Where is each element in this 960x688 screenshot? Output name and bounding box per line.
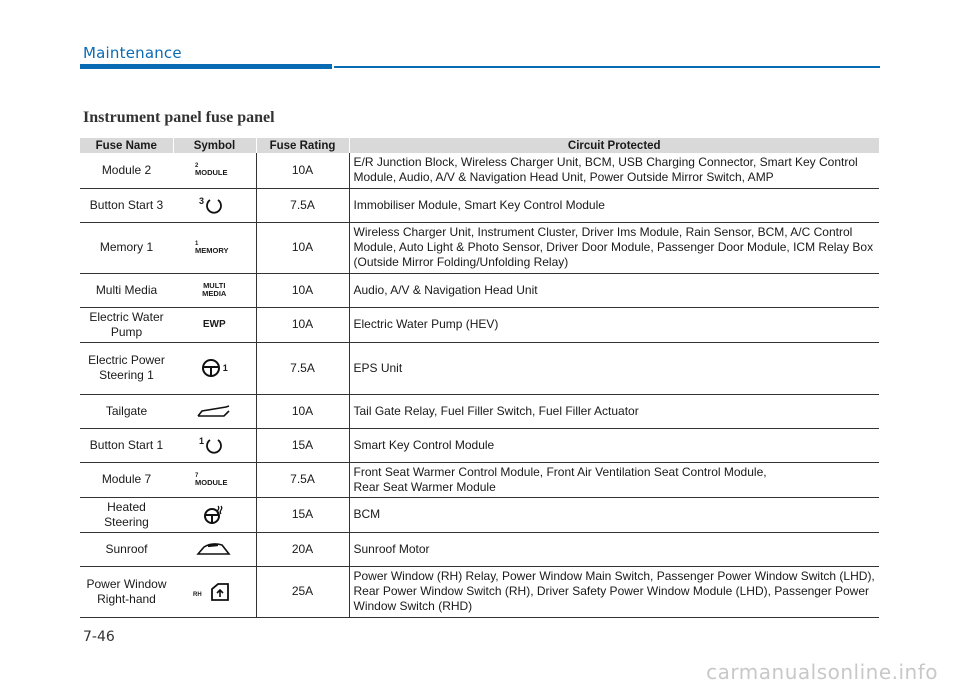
table-row [80,273,879,307]
steering-wheel-icon [201,358,221,378]
symbol-line-1: MULTI [203,281,226,290]
circuit-protected: BCM [349,497,879,532]
fuse-name: Tailgate [80,394,173,428]
fuse-symbol [173,497,256,532]
fuse-symbol [173,273,256,307]
header-rule-thin [334,66,880,68]
header-rule-thick [80,64,332,69]
fuse-name-line-2: Steering [104,514,149,529]
fuse-name-line-2: Steering 1 [99,368,154,382]
power-button-icon [205,196,223,214]
tailgate-icon [196,403,232,419]
circuit-protected: Immobiliser Module, Smart Key Control Module [349,188,879,222]
fuse-rating: 20A [256,532,349,566]
symbol-number: 2 [195,163,199,170]
fuse-name [80,497,173,532]
fuse-symbol [173,153,256,188]
fuse-symbol [173,188,256,222]
symbol-line-2: MEDIA [202,289,227,298]
fuse-name-line-1: Heated [107,499,146,514]
circuit-protected: Smart Key Control Module [349,428,879,462]
module-symbol-icon: MODULE [195,168,228,178]
fuse-name-line-1: Electric Water [89,309,164,324]
circuit-protected: Tail Gate Relay, Fuel Filler Switch, Fuel Filler Actuator [349,394,879,428]
fuse-symbol [173,428,256,462]
table-row [80,428,879,462]
circuit-protected: Power Window (RH) Relay, Power Window Main Switch, Passenger Power Window Switch (LHD), Rear Power Window Switch (RH), Driver Safety Power Window Module (LHD), Passenger Power Window Switch (RHD) [349,566,879,617]
fuse-rating: 25A [256,566,349,617]
circuit-protected: EPS Unit [349,342,879,394]
fuse-symbol [173,462,256,497]
table-row [80,532,879,566]
fuse-rating: 15A [256,497,349,532]
symbol-number: 7 [195,472,199,479]
fuse-rating: 10A [256,222,349,273]
symbol-rh-label: RH [193,591,202,598]
circuit-protected: Audio, A/V & Navigation Head Unit [349,273,879,307]
power-button-icon [205,436,223,454]
fuse-rating: 7.5A [256,462,349,497]
circuit-line-2: Rear Seat Warmer Module [353,479,496,494]
fuse-name: Module 2 [80,153,173,188]
fuse-rating: 7.5A [256,188,349,222]
fuse-name [80,342,173,394]
table-row [80,462,879,497]
multimedia-symbol-icon [202,282,226,298]
table-row [80,222,879,273]
circuit-protected: Electric Water Pump (HEV) [349,307,879,342]
fuse-symbol [173,222,256,273]
fuse-name-line-1: Electric Power [88,353,165,367]
symbol-number: 1 [222,362,228,373]
fuse-rating: 10A [256,307,349,342]
symbol-number: 1 [195,240,199,247]
circuit-protected [349,462,879,497]
fuse-name-line-2: Right-hand [97,591,156,606]
circuit-protected: Sunroof Motor [349,532,879,566]
fuse-table [80,138,879,618]
power-window-icon [210,582,230,602]
fuse-symbol [173,307,256,342]
sunroof-icon [196,540,232,558]
watermark-text: carmanualsonline.info [706,660,938,684]
symbol-number: 1 [199,436,205,446]
fuse-name-line-2: Pump [110,324,143,339]
circuit-protected: E/R Junction Block, Wireless Charger Unit, BCM, USB Charging Connector, Smart Key Control Module, Audio, A/V & Navigation Head Unit, Power Outside Mirror Switch, AMP [349,153,879,188]
fuse-rating: 15A [256,428,349,462]
fuse-name: Memory 1 [80,222,173,273]
fuse-name-line-1: Power Window [86,576,167,591]
page-title: Instrument panel fuse panel [83,109,275,126]
table-row [80,566,879,617]
memory-symbol-icon: MEMORY [195,245,229,255]
fuse-symbol [173,342,256,394]
fuse-name: Button Start 3 [80,188,173,222]
circuit-protected: Wireless Charger Unit, Instrument Cluster, Driver Ims Module, Rain Sensor, BCM, A/C Control Module, Auto Light & Photo Sensor, Driver Door Module, Passenger Door Module, ICM Relay Box (Outside Mirror Folding/Unfolding Relay) [349,222,879,273]
module-symbol-icon: MODULE [195,477,228,487]
table-row [80,394,879,428]
column-header-circuit-protected: Circuit Protected [349,138,879,153]
fuse-rating: 10A [256,273,349,307]
fuse-rating: 7.5A [256,342,349,394]
column-header-symbol: Symbol [173,138,256,153]
fuse-name: Multi Media [80,273,173,307]
fuse-symbol [173,394,256,428]
table-row [80,188,879,222]
ewp-symbol-icon: EWP [202,318,226,330]
table-row [80,342,879,394]
fuse-symbol [173,532,256,566]
fuse-symbol [173,566,256,617]
column-header-fuse-name: Fuse Name [80,138,173,153]
table-row [80,307,879,342]
table-row [80,497,879,532]
column-header-fuse-rating: Fuse Rating [256,138,349,153]
section-header: Maintenance [83,44,182,62]
page-number: 7-46 [83,629,115,645]
table-header-row [80,138,879,153]
fuse-name [80,307,173,342]
heated-steering-icon [203,505,225,525]
fuse-name: Module 7 [80,462,173,497]
symbol-number: 3 [199,196,205,206]
circuit-line-1: Front Seat Warmer Control Module, Front Air Ventilation Seat Control Module, [353,464,767,479]
fuse-rating: 10A [256,153,349,188]
fuse-name: Button Start 1 [80,428,173,462]
fuse-name: Sunroof [80,532,173,566]
table-row [80,153,879,188]
fuse-name [80,566,173,617]
fuse-rating: 10A [256,394,349,428]
